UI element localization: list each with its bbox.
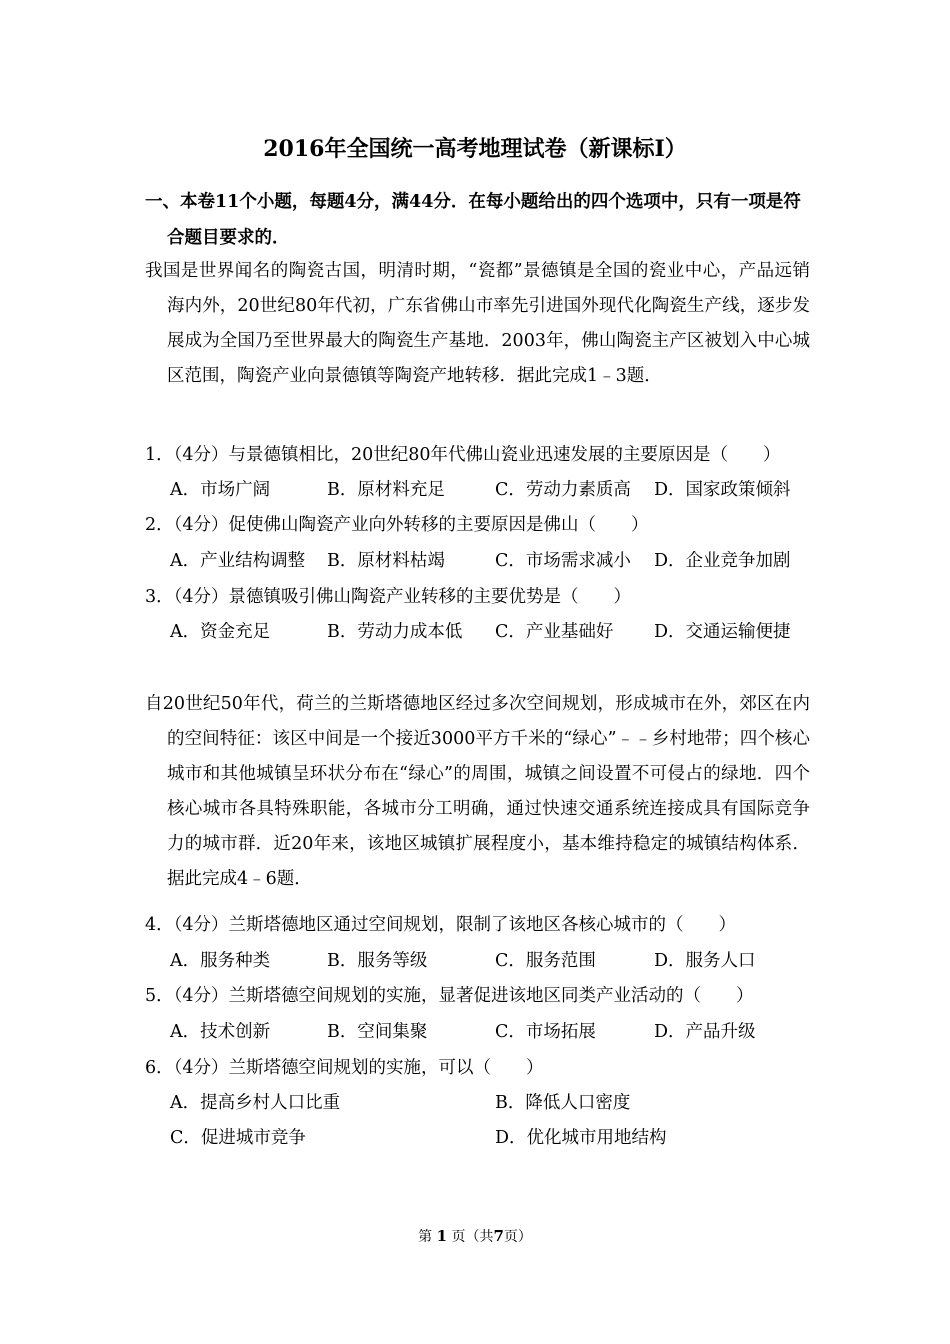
section-heading: 一、本卷11个小题，每题4分，满44分．在每小题给出的四个选项中，只有一项是符合题目要求的． <box>145 192 801 248</box>
option-b: B．降低人口密度 <box>495 1093 631 1113</box>
question-4-stem: 4．（4分）兰斯塔德地区通过空间规划，限制了该地区各核心城市的（ ） <box>145 915 737 935</box>
question-1-stem: 1．（4分）与景德镇相比，20世纪80年代佛山瓷业迅速发展的主要原因是（ ） <box>145 445 781 465</box>
option-a: A．技术创新 <box>170 1022 271 1042</box>
page-title: 2016年全国统一高考地理试卷（新课标Ⅰ） <box>263 136 687 162</box>
option-c: C．产业基础好 <box>495 622 614 642</box>
question-2-stem: 2．（4分）促使佛山陶瓷产业向外转移的主要原因是佛山（ ） <box>145 515 649 535</box>
option-d: D．优化城市用地结构 <box>495 1128 667 1148</box>
option-c: C．促进城市竞争 <box>170 1128 306 1148</box>
footer-middle: 页（共 <box>451 1229 494 1245</box>
option-a: A．服务种类 <box>170 951 271 971</box>
page-footer <box>0 1226 950 1247</box>
option-d: D．服务人口 <box>654 951 756 971</box>
question-6-stem: 6．（4分）兰斯塔德空间规划的实施，可以（ ） <box>145 1058 544 1078</box>
option-b: B．原材料枯竭 <box>327 551 445 571</box>
option-c: C．市场需求减小 <box>495 551 631 571</box>
option-c: C．服务范围 <box>495 951 596 971</box>
question-3-stem: 3．（4分）景德镇吸引佛山陶瓷产业转移的主要优势是（ ） <box>145 587 632 607</box>
option-a: A．产业结构调整 <box>170 551 306 571</box>
option-d: D．企业竞争加剧 <box>654 551 791 571</box>
question-5-stem: 5．（4分）兰斯塔德空间规划的实施，显著促进该地区同类产业活动的（ ） <box>145 986 754 1006</box>
option-d: D．产品升级 <box>654 1022 756 1042</box>
option-a: A．市场广阔 <box>170 480 271 500</box>
passage-1: 我国是世界闻名的陶瓷古国，明清时期，“瓷都”景德镇是全国的瓷业中心，产品远销海内外，20世纪80年代初，广东省佛山市率先引进国外现代化陶瓷生产线，逐步发展成为全国乃至世界最大的陶瓷生产基地．2003年，佛山陶瓷主产区被划入中心城区范围，陶瓷产业向景德镇等陶瓷产地转移．据此完成1﹣3题． <box>145 261 810 386</box>
option-b: B．原材料充足 <box>327 480 445 500</box>
footer-prefix: 第 <box>418 1229 433 1245</box>
footer-page-number: 1 <box>436 1227 447 1245</box>
option-b: B．服务等级 <box>327 951 428 971</box>
footer-suffix: 页） <box>503 1229 532 1245</box>
option-b: B．劳动力成本低 <box>327 622 463 642</box>
footer-total-pages: 7 <box>493 1227 504 1245</box>
option-c: C．市场拓展 <box>495 1022 596 1042</box>
option-c: C．劳动力素质高 <box>495 480 631 500</box>
option-a: A．提高乡村人口比重 <box>170 1093 341 1113</box>
option-b: B．空间集聚 <box>327 1022 428 1042</box>
passage-2: 自20世纪50年代，荷兰的兰斯塔德地区经过多次空间规划，形成城市在外，郊区在内的空间特征：该区中间是一个接近3000平方千米的“绿心”﹣﹣乡村地带；四个核心城市和其他城镇呈环状分布在“绿心”的周围，城镇之间设置不可侵占的绿地．四个核心城市各具特殊职能，各城市分工明确，通过快速交通系统连接成具有国际竞争力的城市群．近20年来，该地区城镇扩展程度小，基本维持稳定的城镇结构体系．据此完成4﹣6题． <box>145 694 810 889</box>
option-a: A．资金充足 <box>170 622 271 642</box>
option-d: D．交通运输便捷 <box>654 622 791 642</box>
option-d: D．国家政策倾斜 <box>654 480 791 500</box>
